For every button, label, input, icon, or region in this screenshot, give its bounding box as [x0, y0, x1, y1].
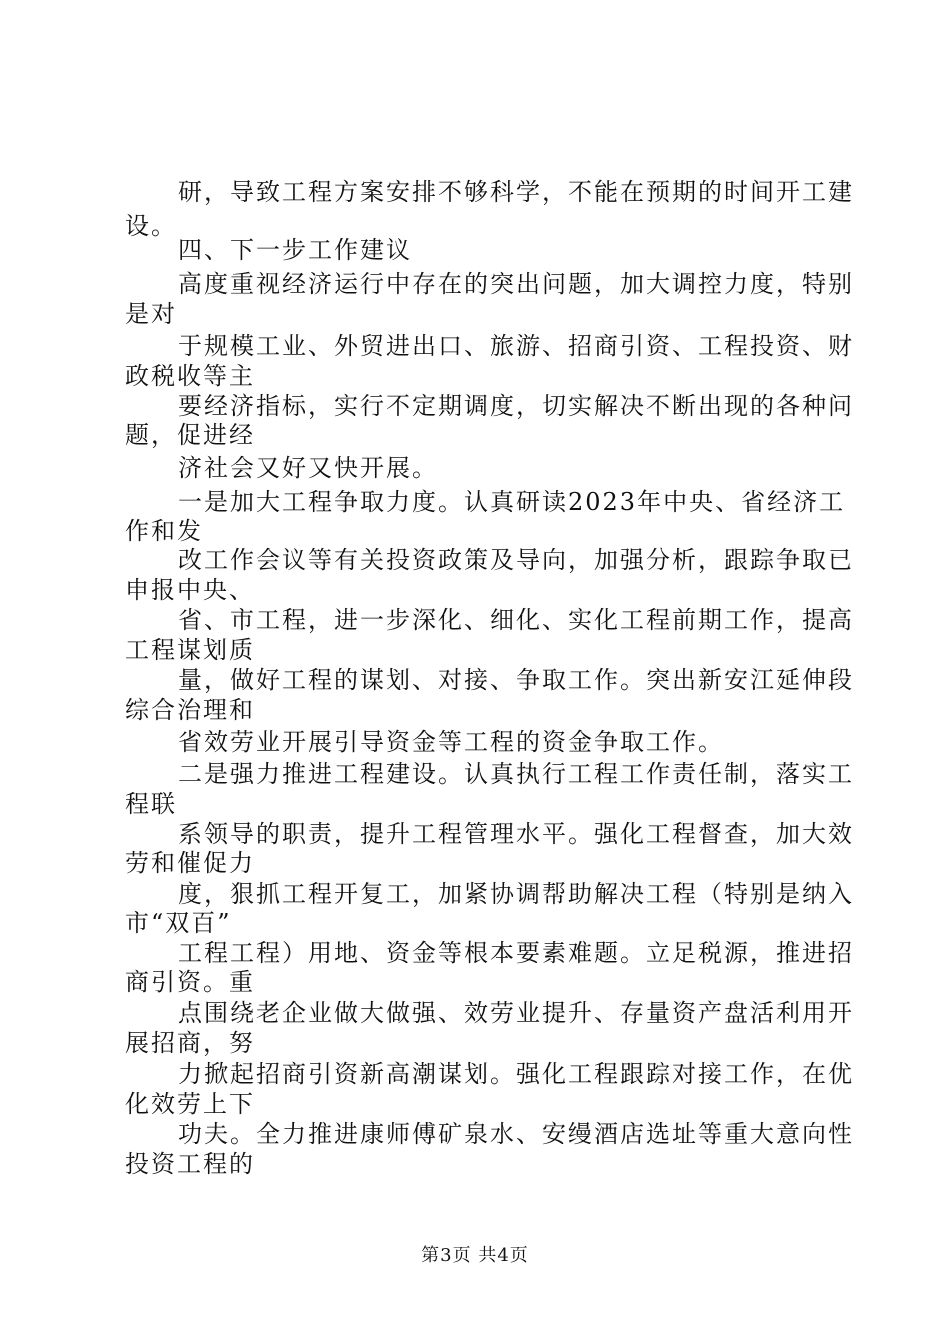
text-line: 于规模工业、外贸进出口、旅游、招商引资、工程投资、财	[178, 332, 854, 360]
text-line: 济社会又好又快开展。	[178, 454, 438, 482]
text-line: 省效劳业开展引导资金等工程的资金争取工作。	[178, 728, 724, 756]
text-line: 设。	[125, 212, 177, 240]
text-line: 市“双百”	[125, 909, 232, 937]
text-line: 一是加大工程争取力度。认真研读2023年中央、省经济工	[178, 488, 846, 516]
text-line: 工程谋划质	[125, 636, 255, 664]
text-line: 改工作会议等有关投资政策及导向，加强分析，跟踪争取已	[178, 546, 854, 574]
text-line: 劳和催促力	[125, 849, 255, 877]
text-line: 研，导致工程方案安排不够科学，不能在预期的时间开工建	[178, 178, 854, 206]
text-line: 二是强力推进工程建设。认真执行工程工作责任制，落实工	[178, 760, 854, 788]
text-line: 投资工程的	[125, 1150, 255, 1178]
text-line: 系领导的职责，提升工程管理水平。强化工程督查，加大效	[178, 820, 854, 848]
text-line: 程联	[125, 790, 177, 818]
text-line: 量，做好工程的谋划、对接、争取工作。突出新安江延伸段	[178, 666, 854, 694]
text-line: 展招商，努	[125, 1029, 255, 1057]
text-line: 化效劳上下	[125, 1090, 255, 1118]
text-line: 政税收等主	[125, 362, 255, 390]
text-line: 高度重视经济运行中存在的突出问题，加大调控力度，特别	[178, 270, 854, 298]
page-number-footer: 第3页 共4页	[421, 1245, 529, 1266]
text-line: 省、市工程，进一步深化、细化、实化工程前期工作，提高	[178, 606, 854, 634]
text-line: 力掀起招商引资新高潮谋划。强化工程跟踪对接工作，在优	[178, 1060, 854, 1088]
text-line: 度，狠抓工程开复工，加紧协调帮助解决工程（特别是纳入	[178, 880, 854, 908]
text-line: 点围绕老企业做大做强、效劳业提升、存量资产盘活利用开	[178, 999, 854, 1027]
text-line: 商引资。重	[125, 968, 255, 996]
text-line: 作和发	[125, 517, 203, 545]
text-line: 功夫。全力推进康师傅矿泉水、安缦酒店选址等重大意向性	[178, 1120, 854, 1148]
text-line: 是对	[125, 300, 177, 328]
text-line: 要经济指标，实行不定期调度，切实解决不断出现的各种问	[178, 392, 854, 420]
section-heading: 四、下一步工作建议	[178, 236, 412, 264]
text-line: 申报中央、	[125, 576, 255, 604]
text-line: 综合治理和	[125, 696, 255, 724]
text-line: 题，促进经	[125, 421, 255, 449]
text-line: 工程工程）用地、资金等根本要素难题。立足税源，推进招	[178, 939, 854, 967]
